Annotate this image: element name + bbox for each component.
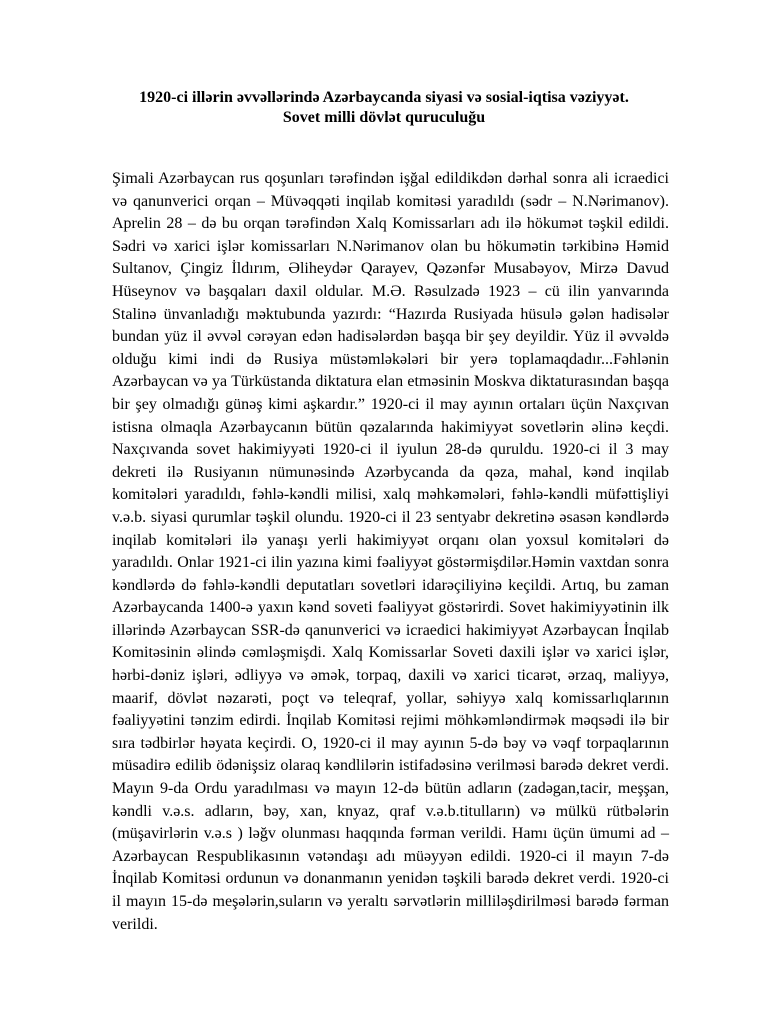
document-body-paragraph: Şimali Azərbaycan rus qoşunları tərəfindən işğal edildikdən dərhal sonra ali icraedici və qanunverici orqan – Müvəqqəti inqilab komitəsi yaradıldı (sədr – N.Nərimanov). Aprelin 28 – də bu orqan tərəfindən Xalq Komissarları adı ilə hökumət təşkil edildi. Sədri və xarici işlər komissarları N.Nərimanov olan bu hökumətin tərkibinə Həmid Sultanov, Çingiz İldırım, Əliheydər Qarayev, Qəzənfər Musabəyov, Mirzə Davud Hüseynov və başqaları daxil oldular. M.Ə. Rəsulzadə 1923 – cü ilin yanvarında Stalinə ünvanladığı məktubunda yazırdı: “Hazırda Rusiyada hüsulə gələn hadisələr bundan yüz il əvvəl cərəyan edən hadisələrdən başqa bir şey deyildir. Yüz il əvvəldə olduğu kimi indi də Rusiya müstəmləkələri bir yerə toplamaqdadır...Fəhlənin Azərbaycan və ya Türküstanda diktatura elan etməsinin Moskva diktaturasından başqa bir şey olmadığı günəş kimi aşkardır.” 1920-ci il may ayının ortaları üçün Naxçıvan istisna olmaqla Azərbaycanın bütün qəzalarında hakimiyyət sovetlərin əlinə keçdi. Naxçıvanda sovet hakimiyyəti 1920-ci il iyulun 28-də quruldu. 1920-ci il 3 may dekreti ilə Rusiyanın nümunəsində Azərbycanda da qəza, mahal, kənd inqilab komitələri yaradıldı, fəhlə-kəndli milisi, xalq məhkəmələri, fəhlə-kəndli müfəttişliyi v.ə.b. siyasi qurumlar təşkil olundu. 1920-ci il 23 sentyabr dekretinə əsasən kəndlərdə inqilab komitələri ilə yanaşı yerli hakimiyyət orqanı olan yoxsul komitələri də yaradıldı. Onlar 1921-ci ilin yazına kimi fəaliyyət göstərmişdilər.Həmin vaxtdan sonra kəndlərdə də fəhlə-kəndli deputatları sovetləri idarəçiliyinə keçildi. Artıq, bu zaman Azərbaycanda 1400-ə yaxın kənd soveti fəaliyyət göstərirdi. Sovet hakimiyyətinin ilk illərində Azərbaycan SSR-də qanunverici və icraedici hakimiyyət Azərbaycan İnqilab Komitəsinin əlində cəmləşmişdi. Xalq Komissarlar Soveti daxili işlər və xarici işlər, hərbi-dəniz işləri, ədliyyə və əmək, torpaq, daxili və xarici ticarət, ərzaq, maliyyə, maarif, dövlət nəzarəti, poçt və teleqraf, yollar, səhiyyə xalq komissarlıqlarının fəaliyyətini tənzim edirdi. İnqilab Komitəsi rejimi möhkəmləndirmək məqsədi ilə bir sıra tədbirlər həyata keçirdi. O, 1920-ci il may ayının 5-də bəy və vəqf torpaqlarının müsadirə edilib ödənişsiz olaraq kəndlilərin istifadəsinə verilməsi barədə dekret verdi. Mayın 9-da Ordu yaradılması və mayın 12-də bütün adların (zadəgan,tacir, meşşan, kəndli v.ə.s. adların, bəy, xan, knyaz, qraf v.ə.b.titulların) və mülkü rütbələrin (müşavirlərin v.ə.s ) ləğv olunması haqqında fərman verildi. Hamı üçün ümumi ad – Azərbaycan Respublikasının vətəndaşı adı müəyyən edildi. 1920-ci il mayın 7-də İnqilab Komitəsi ordunun və donanmanın yenidən təşkili barədə dekret verdi. 1920-ci il mayın 15-də meşələrin,suların və yeraltı sərvətlərin milliləşdirilməsi barədə fərman verildi. [112, 170, 669, 933]
document-title [96, 88, 672, 128]
document-title-line-2: Sovet milli dövlət quruculuğu [282, 109, 486, 126]
document-title-line-1: 1920-ci illərin əvvəllərində Azərbaycanda siyasi və sosial-iqtisa vəziyyət. [139, 89, 629, 106]
